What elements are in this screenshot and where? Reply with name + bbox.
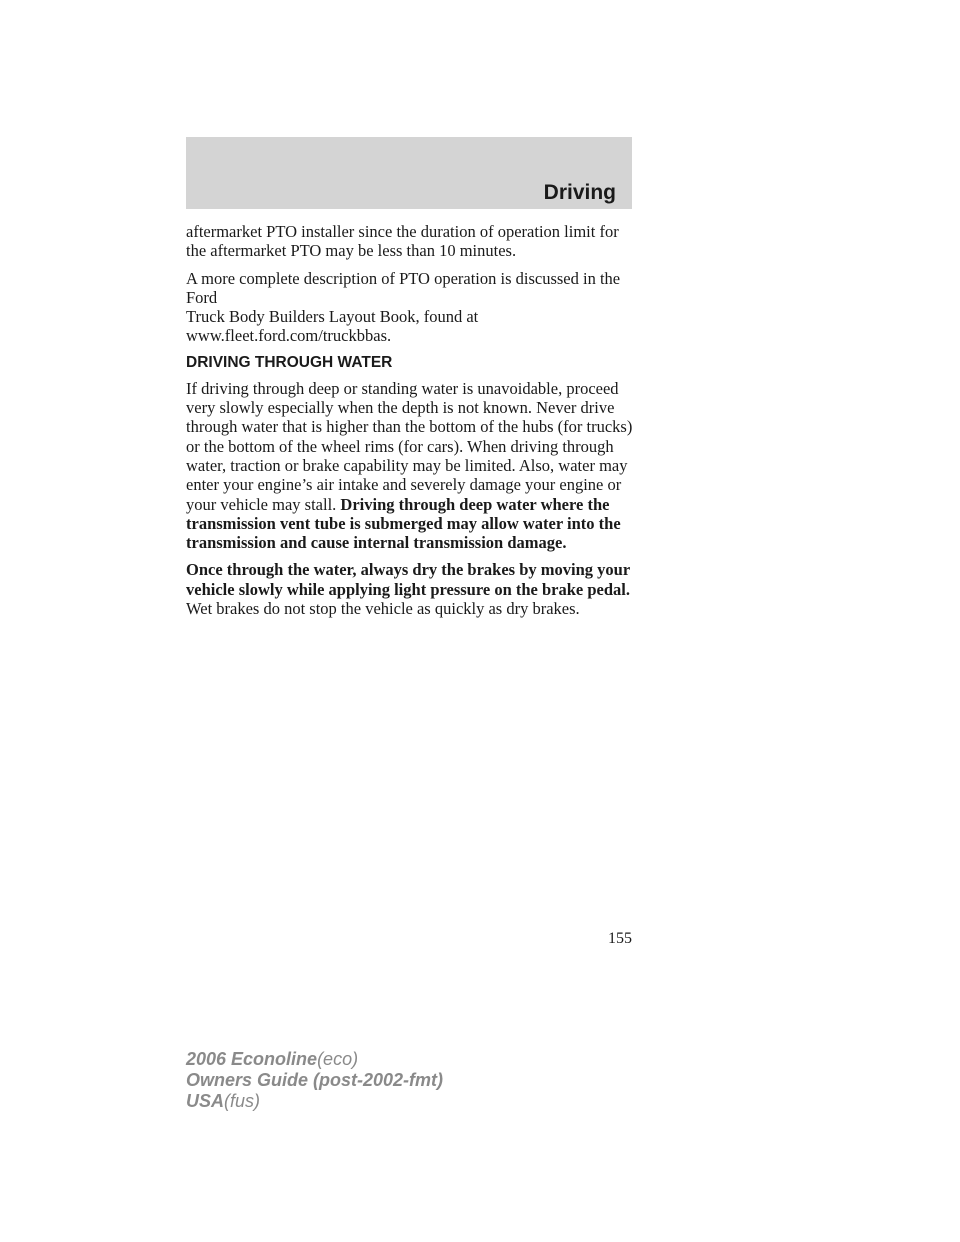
footer-guide: Owners Guide (post-2002-fmt) (186, 1070, 444, 1090)
section-header-band (186, 137, 632, 209)
page-number: 155 (608, 930, 632, 947)
pto-reference-url: www.fleet.ford.com/truckbbas. (186, 326, 392, 346)
paragraph-water-warning (186, 379, 636, 553)
water-warning-text: If driving through deep or standing water is unavoidable, proceed very slowly especially when the depth is not known. Never drive through water that is higher than the bottom of the hubs (for trucks) or the bottom of the wheel rims (for cars). When driving through water, traction or brake capability may be limited. Also, water may enter your engine’s air intake and severely damage your engine or your vehicle may stall. (186, 378, 633, 514)
dry-brakes-text: Wet brakes do not stop the vehicle as quickly as dry brakes. (186, 599, 580, 619)
footer-market-code: (fus) (224, 1091, 261, 1111)
paragraph-pto-reference (186, 269, 636, 346)
paragraph-dry-brakes (186, 560, 636, 618)
document-footer (186, 1049, 443, 1112)
footer-line-guide (186, 1070, 443, 1091)
pto-reference-line2: Truck Body Builders Layout Book, found at (186, 307, 479, 327)
water-warning-bold: Driving through deep water where the transmission vent tube is submerged may allow water into the transmission and cause internal transmission damage. (186, 494, 621, 553)
dry-brakes-bold: Once through the water, always dry the brakes by moving your vehicle slowly while applying light pressure on the brake pedal. (186, 560, 631, 599)
footer-market: USA (186, 1091, 225, 1111)
section-heading-driving-through-water: DRIVING THROUGH WATER (186, 353, 393, 371)
paragraph-pto-limit: aftermarket PTO installer since the duration of operation limit for the aftermarket PTO may be less than 10 minutes. (186, 222, 619, 261)
page-body (186, 222, 636, 626)
section-title: Driving (543, 181, 616, 204)
footer-model-code: (eco) (317, 1049, 359, 1069)
footer-line-model (186, 1049, 443, 1070)
pto-reference-line1: A more complete description of PTO operation is discussed in the Ford (186, 268, 621, 307)
footer-line-market (186, 1091, 443, 1112)
footer-model: 2006 Econoline (186, 1049, 318, 1069)
